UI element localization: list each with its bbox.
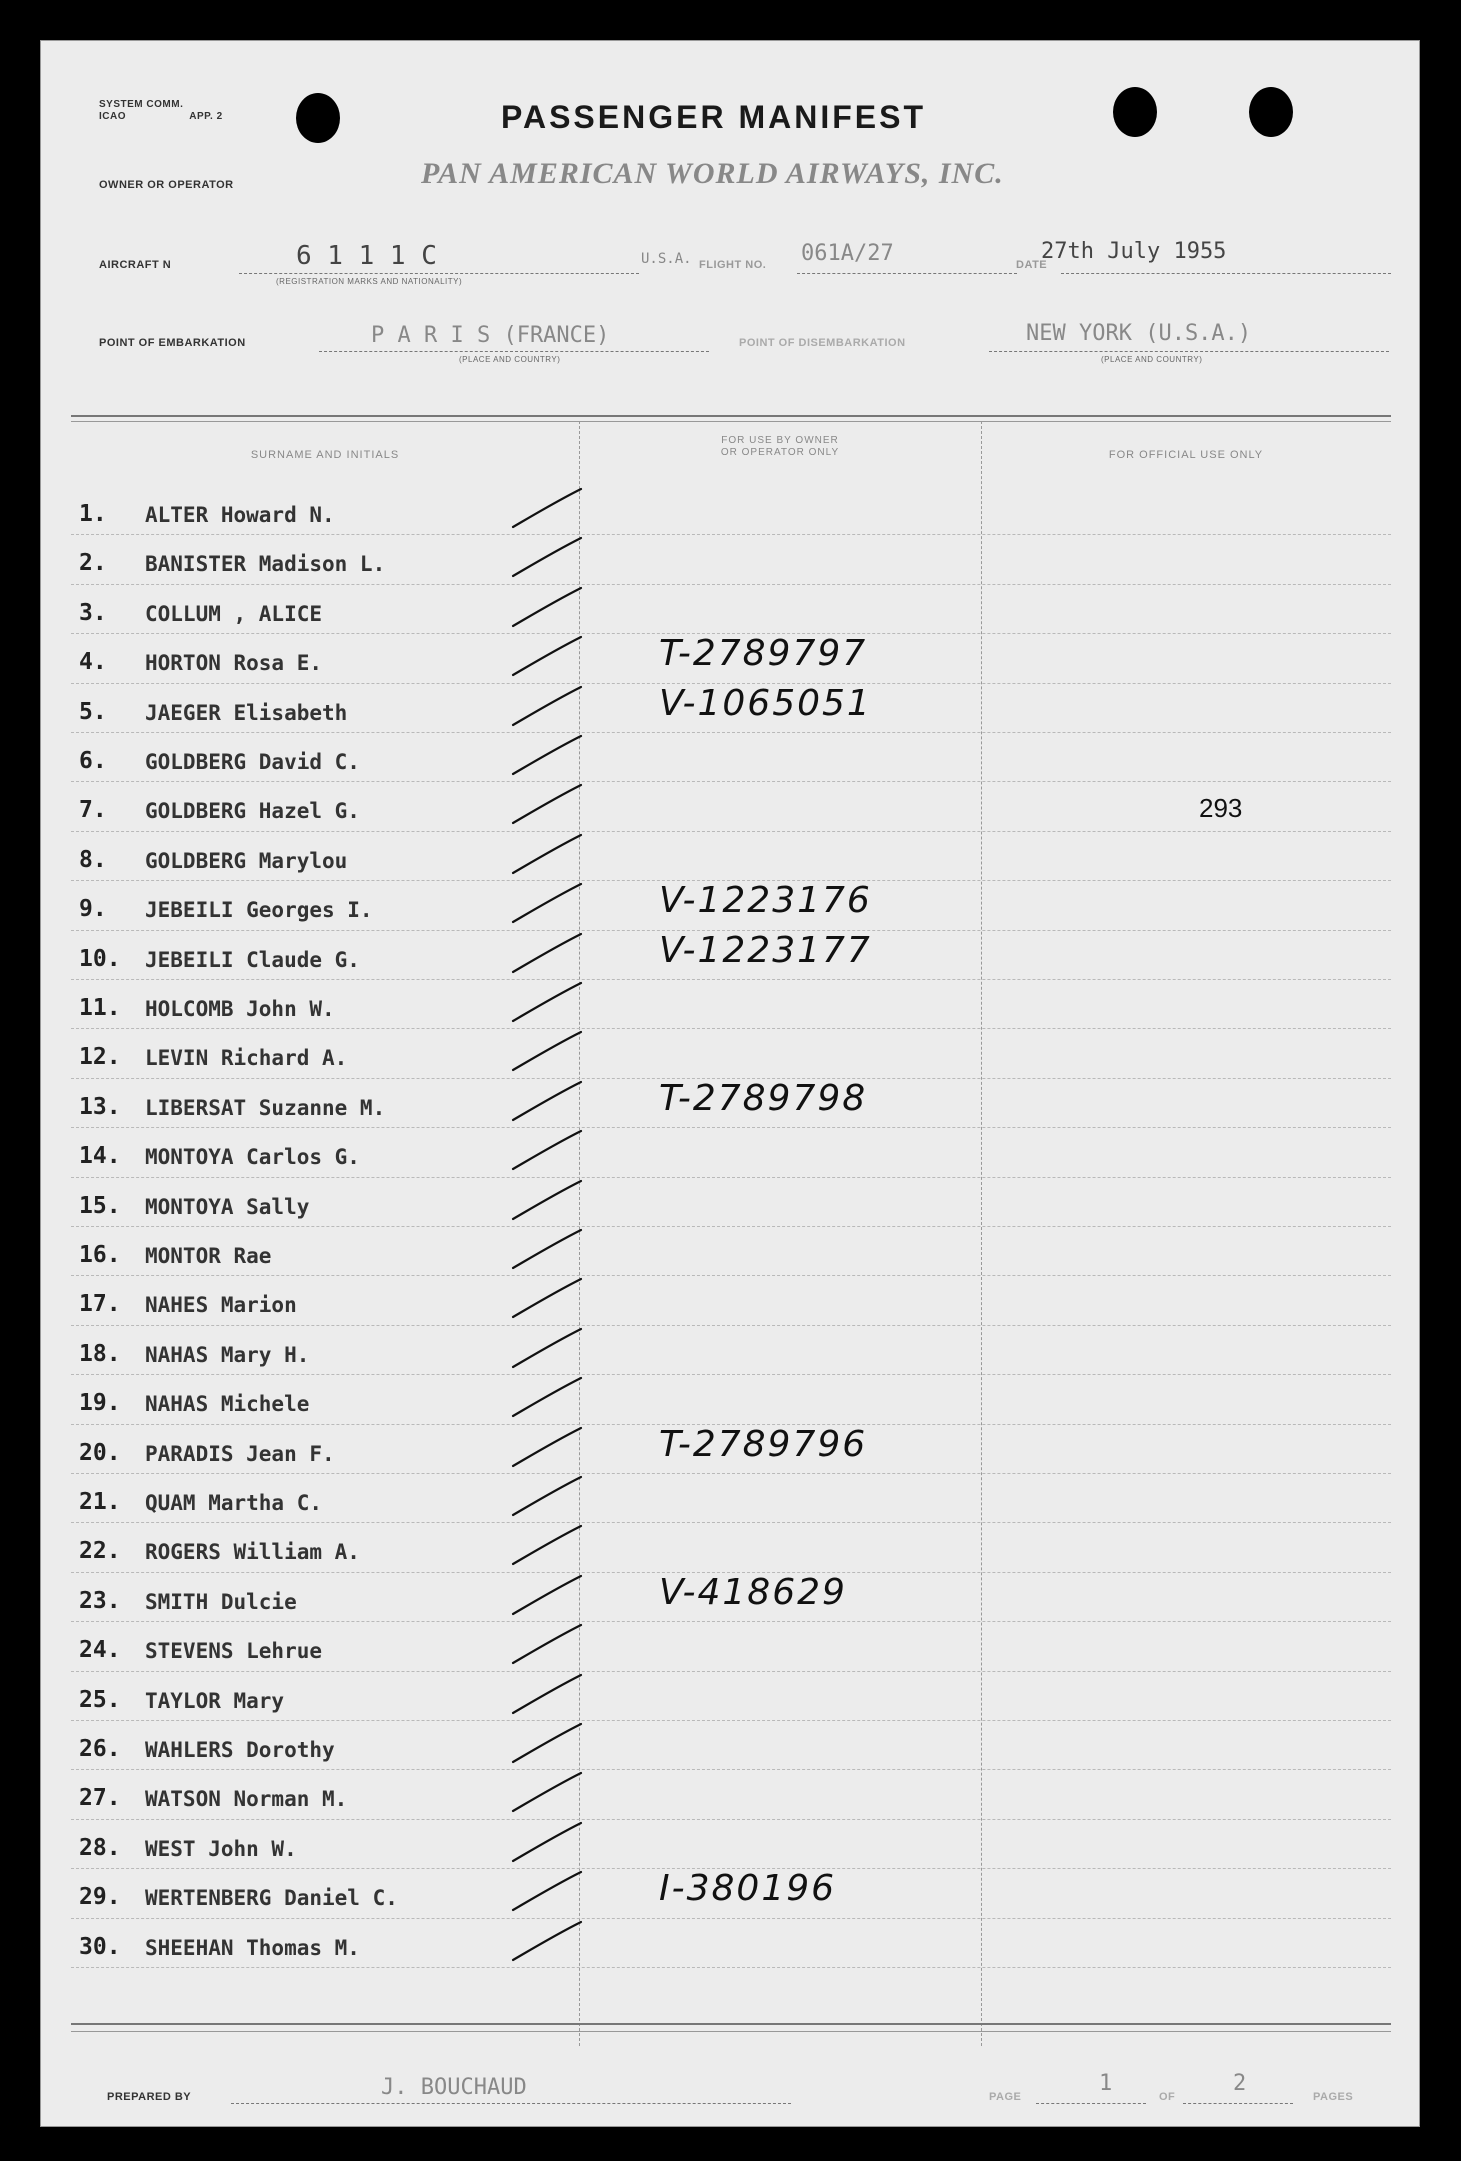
row-rule: [71, 732, 1391, 733]
passenger-name: SHEEHAN Thomas M.: [145, 1935, 360, 1960]
column-divider-2: [981, 421, 982, 2046]
passenger-name: HORTON Rosa E.: [145, 651, 323, 676]
passenger-name: HOLCOMB John W.: [145, 997, 335, 1021]
check-mark-icon: [507, 1817, 587, 1867]
row-rule: [71, 1769, 1391, 1770]
check-mark-icon: [507, 878, 587, 928]
operator-note: V-1223177: [659, 929, 872, 971]
row-rule: [71, 1918, 1391, 1919]
prepared-underline: [231, 2103, 791, 2104]
passenger-name: SMITH Dulcie: [145, 1589, 297, 1614]
flight-value: 061A/27: [801, 241, 894, 266]
aircraft-label: AIRCRAFT N: [99, 259, 172, 271]
flight-underline: [797, 273, 1017, 274]
punch-hole-left: [296, 93, 340, 143]
page-title: PASSENGER MANIFEST: [501, 99, 926, 135]
check-mark-icon: [507, 1175, 587, 1225]
row-rule: [71, 1226, 1391, 1227]
column-header-surname: SURNAME AND INITIALS: [250, 449, 400, 461]
check-mark-icon: [507, 483, 587, 533]
check-mark-icon: [507, 1916, 587, 1966]
check-mark-icon: [507, 928, 587, 978]
row-number: 26.: [79, 1736, 121, 1762]
embarkation-caption: (PLACE AND COUNTRY): [459, 355, 561, 364]
passenger-name: NAHAS Michele: [145, 1392, 310, 1417]
operator-note: T-2789796: [659, 1423, 868, 1465]
check-mark-icon: [507, 1471, 587, 1521]
row-rule: [71, 1177, 1391, 1178]
passenger-name: JEBEILI Georges I.: [145, 898, 373, 923]
of-underline: [1183, 2103, 1293, 2104]
row-number: 12.: [79, 1044, 121, 1071]
row-number: 11.: [79, 995, 121, 1021]
row-number: 28.: [79, 1834, 121, 1861]
row-rule: [71, 1028, 1391, 1029]
row-number: 19.: [79, 1390, 121, 1417]
operator-note: I-380196: [659, 1868, 837, 1910]
passenger-name: WATSON Norman M.: [145, 1787, 348, 1812]
row-rule: [71, 1473, 1391, 1474]
check-mark-icon: [507, 1026, 587, 1076]
check-mark-icon: [507, 1570, 587, 1620]
check-mark-icon: [507, 779, 587, 829]
official-note: 293: [1199, 793, 1243, 824]
passenger-name: WAHLERS Dorothy: [145, 1738, 335, 1762]
row-number: 2.: [79, 550, 107, 577]
page-value: 1: [1099, 2071, 1113, 2096]
check-mark-icon: [507, 1718, 587, 1768]
check-mark-icon: [507, 1323, 587, 1373]
row-number: 7.: [79, 797, 107, 824]
column-header-operator-line-2: OR OPERATOR ONLY: [720, 447, 840, 458]
row-number: 15.: [79, 1192, 121, 1219]
row-rule: [71, 1275, 1391, 1276]
check-mark-icon: [507, 1422, 587, 1472]
row-number: 6.: [79, 748, 107, 774]
check-mark-icon: [507, 730, 587, 780]
row-rule: [71, 831, 1391, 832]
passenger-name: ROGERS William A.: [145, 1540, 360, 1565]
nationality-value: U.S.A.: [641, 251, 692, 267]
date-label: DATE: [1016, 259, 1048, 271]
aircraft-underline: [239, 273, 639, 274]
table-top-rule: [71, 415, 1391, 417]
operator-note: T-2789797: [659, 633, 868, 675]
passenger-name: BANISTER Madison L.: [145, 552, 386, 577]
table-top-rule-2: [71, 421, 1391, 422]
date-underline: [1061, 273, 1391, 274]
row-number: 30.: [79, 1933, 121, 1960]
operator-note: V-418629: [659, 1571, 847, 1613]
prepared-value: J. BOUCHAUD: [381, 2075, 527, 2100]
row-rule: [71, 1374, 1391, 1375]
row-rule: [71, 1127, 1391, 1128]
row-number: 5.: [79, 698, 107, 725]
check-mark-icon: [507, 977, 587, 1027]
disembarkation-value: NEW YORK (U.S.A.): [1026, 321, 1252, 346]
check-mark-icon: [507, 1669, 587, 1719]
row-number: 21.: [79, 1489, 121, 1515]
of-value: 2: [1233, 2071, 1247, 2096]
check-mark-icon: [507, 1372, 587, 1422]
corner-label-3: ICAO: [99, 111, 126, 122]
row-rule: [71, 781, 1391, 782]
passenger-name: COLLUM , ALICE: [145, 601, 323, 626]
row-number: 20.: [79, 1439, 121, 1466]
row-number: 17.: [79, 1291, 121, 1318]
column-header-operator-line-1: FOR USE BY OWNER: [721, 435, 839, 446]
passenger-name: MONTOR Rae: [145, 1244, 272, 1268]
manifest-page: [40, 40, 1420, 2127]
prepared-label: PREPARED BY: [107, 2091, 192, 2103]
passenger-name: PARADIS Jean F.: [145, 1441, 335, 1466]
disembarkation-caption: (PLACE AND COUNTRY): [1101, 355, 1203, 364]
check-mark-icon: [507, 1767, 587, 1817]
registration-caption: (REGISTRATION MARKS AND NATIONALITY): [276, 277, 463, 286]
check-mark-icon: [507, 1273, 587, 1323]
check-mark-icon: [507, 1125, 587, 1175]
row-number: 8.: [79, 846, 107, 873]
passenger-name: QUAM Martha C.: [145, 1491, 323, 1515]
row-rule: [71, 1671, 1391, 1672]
passenger-name: JEBEILI Claude G.: [145, 947, 360, 972]
corner-reference: [99, 99, 223, 123]
aircraft-value: 6 1 1 1 C: [296, 241, 437, 271]
passenger-name: ALTER Howard N.: [145, 503, 335, 527]
punch-hole-right: [1249, 87, 1293, 137]
passenger-name: LIBERSAT Suzanne M.: [145, 1095, 386, 1120]
embarkation-underline: [319, 351, 709, 352]
row-rule: [71, 979, 1391, 980]
passenger-name: NAHES Marion: [145, 1293, 297, 1318]
row-number: 9.: [79, 896, 107, 923]
embarkation-label: POINT OF EMBARKATION: [99, 337, 246, 349]
passenger-name: WERTENBERG Daniel C.: [145, 1886, 398, 1911]
passenger-name: JAEGER Elisabeth: [145, 700, 348, 725]
corner-label-2: COMM.: [146, 99, 184, 110]
passenger-name: STEVENS Lehrue: [145, 1639, 323, 1664]
check-mark-icon: [507, 1520, 587, 1570]
embarkation-value: P A R I S (FRANCE): [371, 323, 610, 348]
passenger-name: MONTOYA Carlos G.: [145, 1145, 360, 1170]
row-rule: [71, 584, 1391, 585]
check-mark-icon: [507, 829, 587, 879]
check-mark-icon: [507, 1076, 587, 1126]
check-mark-icon: [507, 1619, 587, 1669]
row-number: 22.: [79, 1538, 121, 1565]
row-number: 14.: [79, 1143, 121, 1170]
column-header-operator: [579, 435, 981, 459]
operator-name: PAN AMERICAN WORLD AIRWAYS, INC.: [421, 157, 1004, 190]
passenger-name: GOLDBERG Hazel G.: [145, 799, 360, 824]
passenger-name: GOLDBERG David C.: [145, 750, 360, 774]
operator-note: V-1223176: [659, 880, 872, 922]
row-number: 4.: [79, 649, 107, 676]
row-rule: [71, 1720, 1391, 1721]
check-mark-icon: [507, 582, 587, 632]
row-number: 29.: [79, 1884, 121, 1911]
punch-hole-mid: [1113, 87, 1157, 137]
flight-label: FLIGHT NO.: [699, 259, 767, 271]
row-number: 10.: [79, 945, 121, 972]
table-bottom-rule-2: [71, 2031, 1391, 2032]
row-number: 23.: [79, 1587, 121, 1614]
row-number: 27.: [79, 1785, 121, 1812]
row-number: 24.: [79, 1637, 121, 1664]
row-number: 13.: [79, 1093, 121, 1120]
row-number: 16.: [79, 1242, 121, 1268]
row-rule: [71, 1819, 1391, 1820]
table-bottom-rule: [71, 2023, 1391, 2025]
row-number: 3.: [79, 599, 107, 626]
row-rule: [71, 1522, 1391, 1523]
passenger-name: TAYLOR Mary: [145, 1688, 285, 1713]
operator-note: V-1065051: [659, 682, 872, 724]
row-number: 25.: [79, 1686, 121, 1713]
date-value: 27th July 1955: [1041, 239, 1227, 264]
column-header-official: FOR OFFICIAL USE ONLY: [1108, 449, 1264, 461]
page-underline: [1036, 2103, 1146, 2104]
page-label: PAGE: [989, 2091, 1022, 2103]
row-number: 1.: [79, 501, 107, 527]
corner-label-4: APP. 2: [189, 111, 223, 122]
disembarkation-label: POINT OF DISEMBARKATION: [739, 337, 906, 349]
check-mark-icon: [507, 1224, 587, 1274]
row-rule: [71, 1621, 1391, 1622]
passenger-name: MONTOYA Sally: [145, 1194, 310, 1219]
check-mark-icon: [507, 1866, 587, 1916]
row-rule: [71, 534, 1391, 535]
pages-label: PAGES: [1313, 2091, 1354, 2103]
row-rule: [71, 1967, 1391, 1968]
passenger-name: NAHAS Mary H.: [145, 1342, 310, 1367]
of-label: OF: [1159, 2091, 1176, 2103]
operator-note: T-2789798: [659, 1077, 868, 1119]
disembarkation-underline: [989, 351, 1389, 352]
check-mark-icon: [507, 532, 587, 582]
check-mark-icon: [507, 681, 587, 731]
corner-label-1: SYSTEM: [99, 99, 144, 110]
row-number: 18.: [79, 1340, 121, 1367]
passenger-name: GOLDBERG Marylou: [145, 848, 348, 873]
check-mark-icon: [507, 631, 587, 681]
passenger-name: WEST John W.: [145, 1836, 297, 1861]
owner-label: OWNER OR OPERATOR: [99, 179, 234, 191]
row-rule: [71, 1325, 1391, 1326]
passenger-name: LEVIN Richard A.: [145, 1046, 348, 1071]
